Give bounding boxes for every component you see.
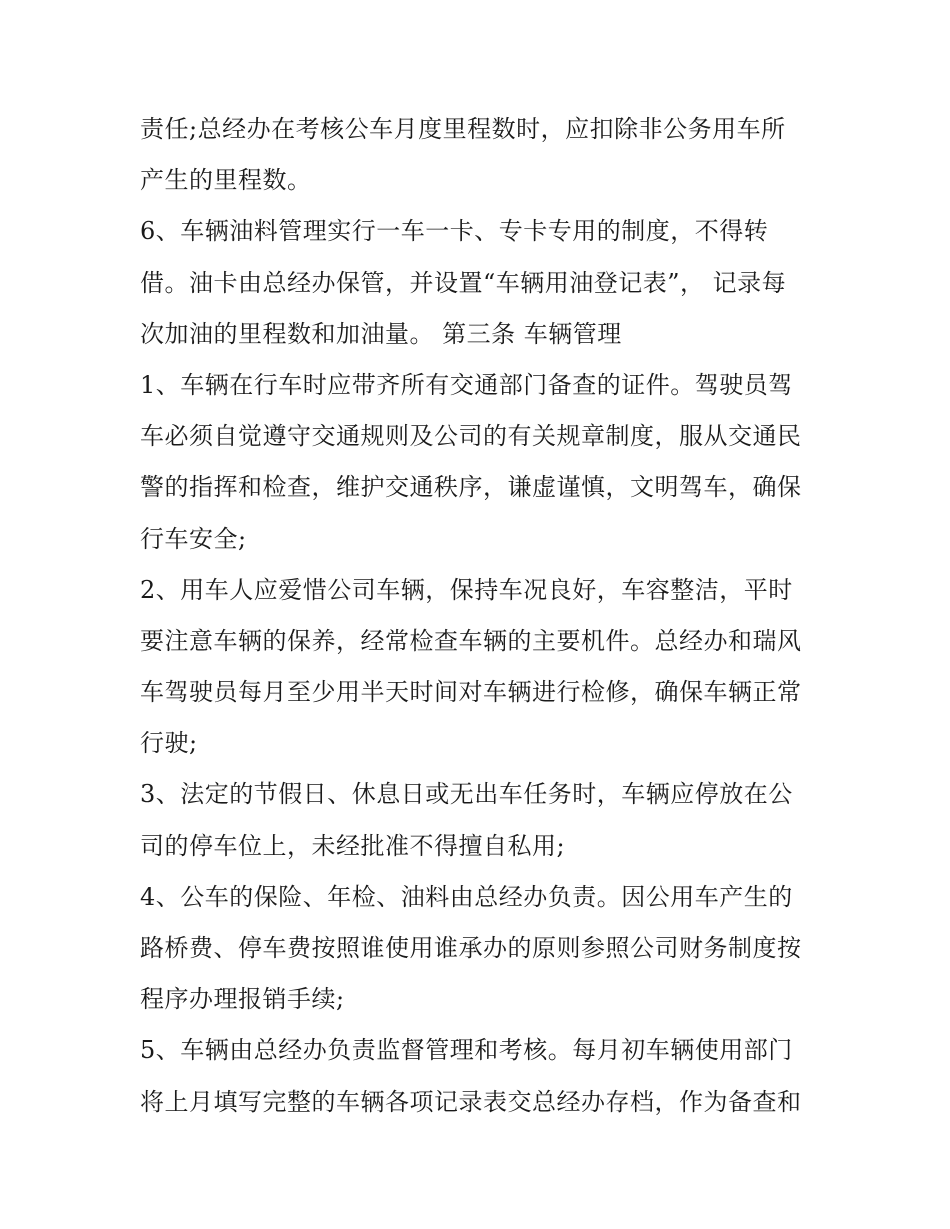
document-body <box>140 104 830 1128</box>
text-line: 1、车辆在行车时应带齐所有交通部门备查的证件。驾驶员驾 <box>140 370 793 399</box>
text-line: 5、车辆由总经办负责监督管理和考核。每月初车辆使用部门 <box>140 1036 793 1065</box>
text-line: 借。油卡由总经办保管，并设置“车辆用油登记表”， 记录每 <box>140 268 787 297</box>
text-line: 2、用车人应爱惜公司车辆，保持车况良好，车容整洁，平时 <box>140 575 793 604</box>
text-line: 程序办理报销手续; <box>140 985 345 1014</box>
text-line: 行驶; <box>140 729 198 758</box>
text-line: 责任;总经办在考核公车月度里程数时，应扣除非公务用车所 <box>140 115 786 143</box>
text-line: 次加油的里程数和加油量。 第三条 车辆管理 <box>140 319 622 348</box>
text-line: 司的停车位上，未经批准不得擅自私用; <box>140 831 566 860</box>
text-line: 警的指挥和检查，维护交通秩序，谦虚谨慎，文明驾车，确保 <box>140 473 802 502</box>
text-line: 要注意车辆的保养，经常检查车辆的主要机件。总经办和瑞风 <box>140 626 802 655</box>
text-line: 将上月填写完整的车辆各项记录表交总经办存档，作为备查和 <box>140 1087 802 1116</box>
text-line: 6、车辆油料管理实行一车一卡、专卡专用的制度，不得转 <box>140 217 769 246</box>
text-line: 车驾驶员每月至少用半天时间对车辆进行检修，确保车辆正常 <box>140 678 802 707</box>
text-line: 车必须自觉遵守交通规则及公司的有关规章制度，服从交通民 <box>140 422 802 451</box>
text-line: 路桥费、停车费按照谁使用谁承办的原则参照公司财务制度按 <box>140 934 802 962</box>
text-line: 3、法定的节假日、休息日或无出车任务时，车辆应停放在公 <box>140 780 793 809</box>
text-line: 产生的里程数。 <box>140 166 312 195</box>
text-line: 行车安全; <box>140 524 247 553</box>
text-line: 4、公车的保险、年检、油料由总经办负责。因公用车产生的 <box>140 882 793 911</box>
